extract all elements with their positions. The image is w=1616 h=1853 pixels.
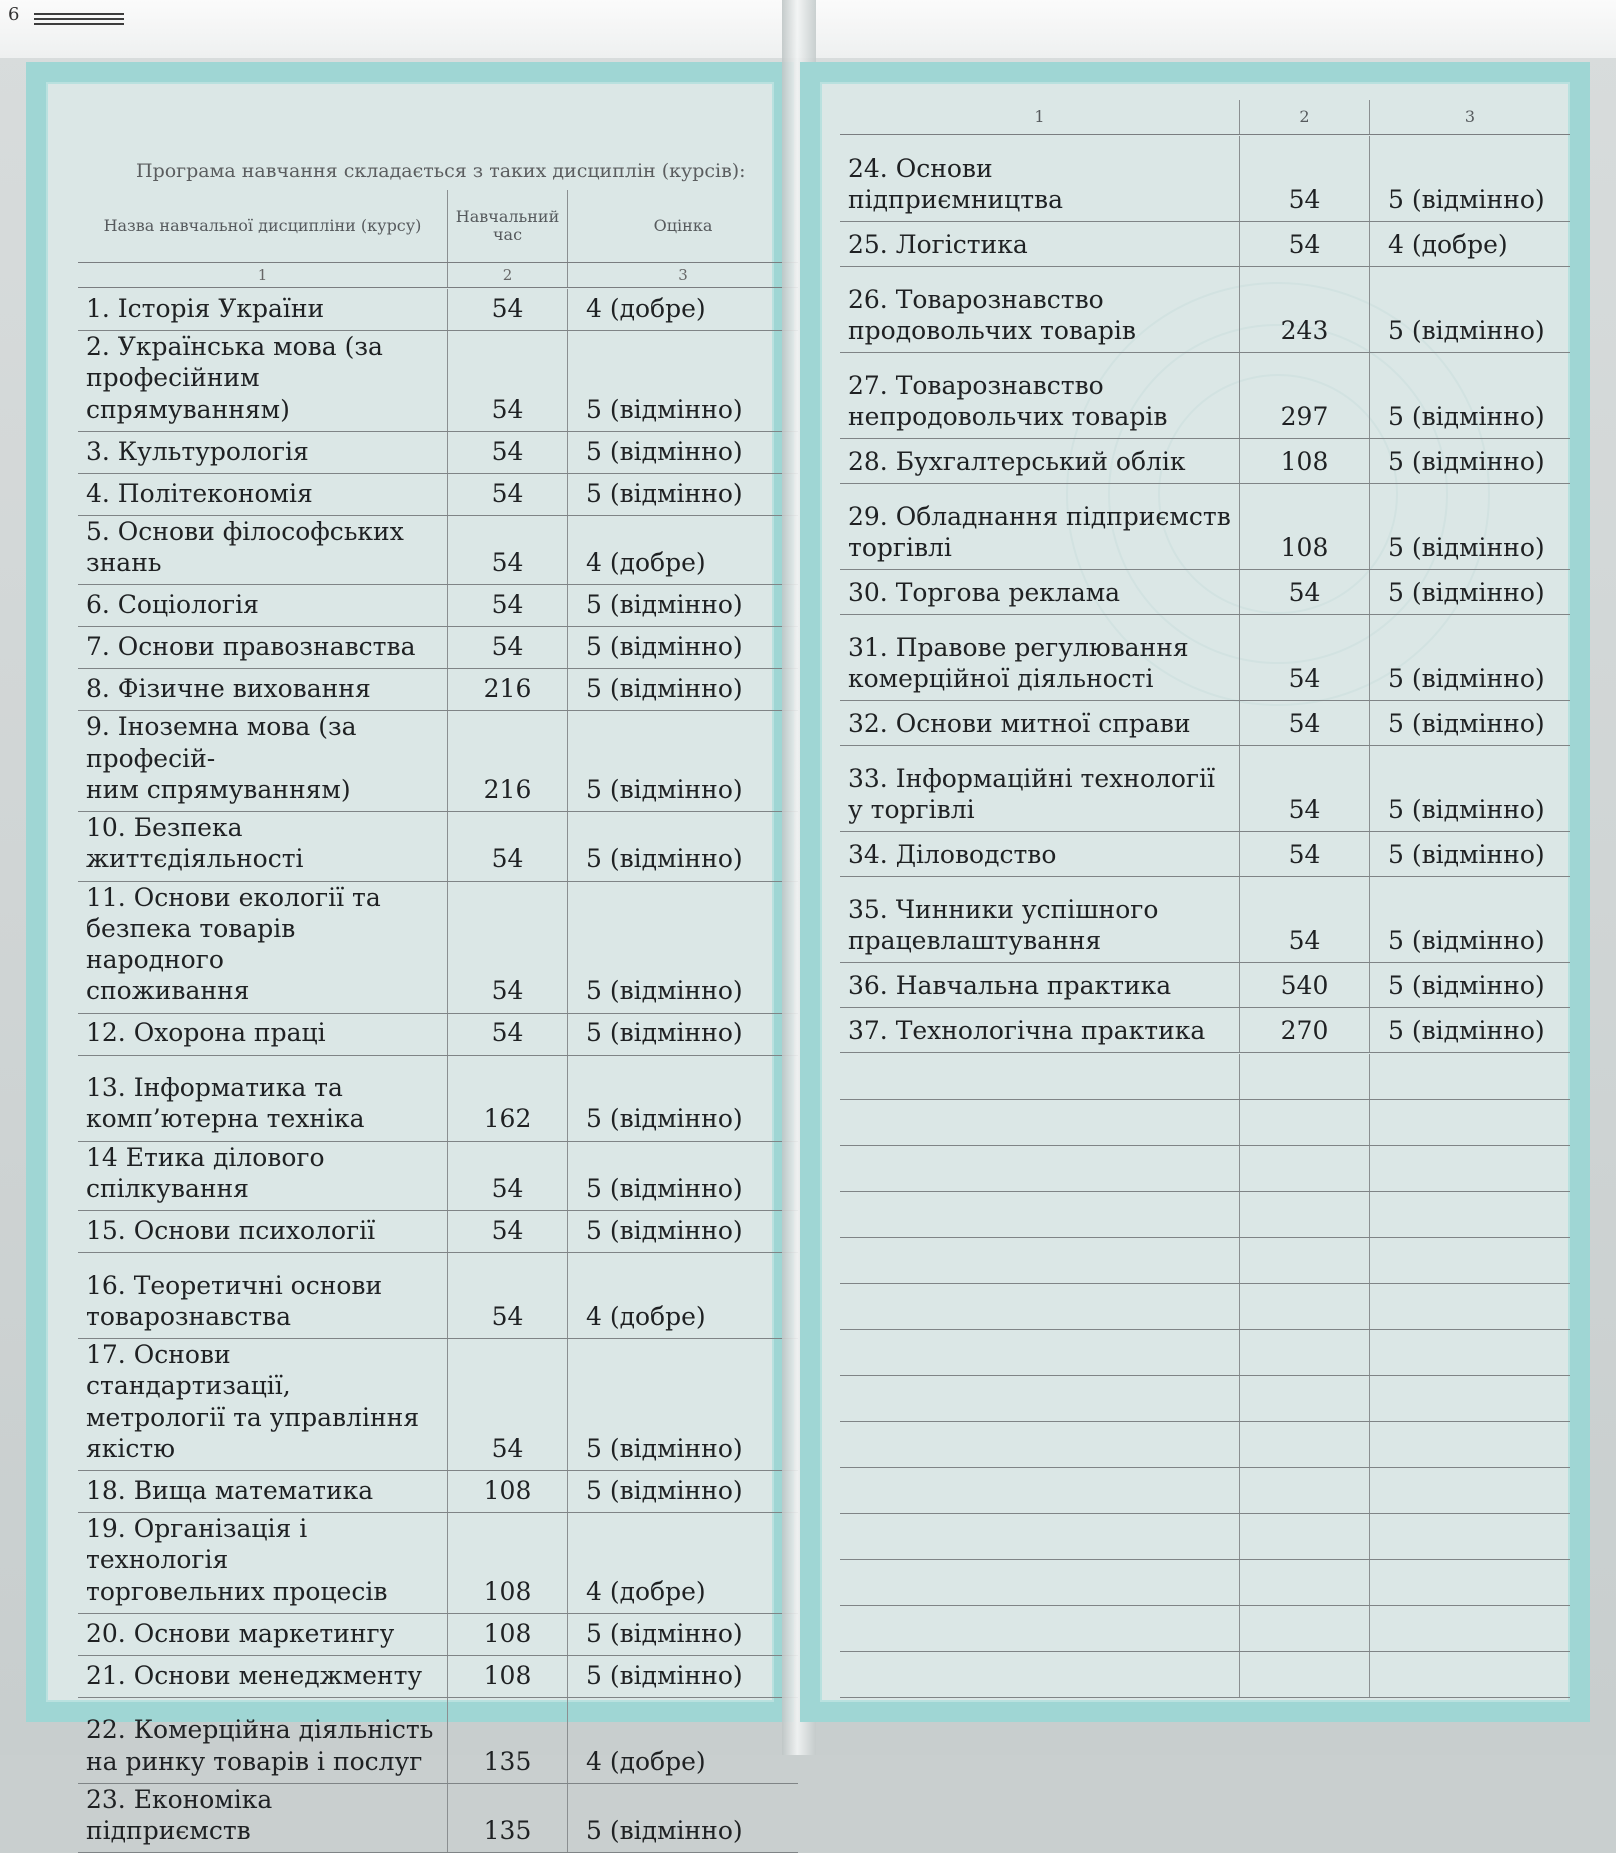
table-row bbox=[78, 289, 798, 331]
course-name: 21. Основи менеджменту bbox=[78, 1656, 448, 1697]
table-row bbox=[78, 1656, 798, 1698]
blank-cell bbox=[1240, 1054, 1370, 1099]
corner-line bbox=[34, 18, 124, 20]
course-grade: 5 (відмінно) bbox=[586, 1018, 743, 1048]
blank-row bbox=[840, 1468, 1570, 1514]
table-row bbox=[78, 585, 798, 627]
left-course-table bbox=[78, 190, 798, 1853]
table-row bbox=[78, 812, 798, 882]
course-name: 36. Навчальна практика bbox=[840, 963, 1240, 1007]
column-number-2: 2 bbox=[448, 263, 568, 287]
course-name: 23. Економіка підприємств bbox=[78, 1784, 448, 1853]
course-name: 6. Соціологія bbox=[78, 585, 448, 626]
blank-cell bbox=[1240, 1100, 1370, 1145]
table-row bbox=[78, 1339, 798, 1471]
table-row bbox=[840, 832, 1570, 877]
course-grade: 5 (відмінно) bbox=[586, 1173, 743, 1203]
course-grade: 5 (відмінно) bbox=[586, 1660, 743, 1690]
blank-cell bbox=[1370, 1192, 1570, 1237]
course-grade: 5 (відмінно) bbox=[1388, 794, 1545, 824]
blank-row bbox=[840, 1238, 1570, 1284]
table-row bbox=[78, 1471, 798, 1513]
blank-cell bbox=[1240, 1192, 1370, 1237]
blank-row bbox=[840, 1192, 1570, 1238]
blank-row bbox=[840, 1284, 1570, 1330]
course-grade: 5 (відмінно) bbox=[586, 844, 743, 874]
table-row bbox=[840, 877, 1570, 963]
blank-cell bbox=[1370, 1330, 1570, 1375]
table-row bbox=[78, 1253, 798, 1339]
course-name: 1. Історія України bbox=[78, 289, 448, 330]
blank-cell bbox=[1240, 1468, 1370, 1513]
course-name: 17. Основи стандартизації, метрології та управління якістю bbox=[78, 1339, 448, 1470]
blank-cell bbox=[1370, 1284, 1570, 1329]
right-course-table bbox=[840, 100, 1570, 1698]
course-grade: 5 (відмінно) bbox=[586, 774, 743, 804]
table-row bbox=[840, 267, 1570, 353]
blank-row bbox=[840, 1146, 1570, 1192]
blank-row bbox=[840, 1514, 1570, 1560]
course-hours: 54 bbox=[448, 289, 568, 330]
blank-cell bbox=[1240, 1652, 1370, 1697]
course-hours: 54 bbox=[448, 1211, 568, 1252]
course-grade: 5 (відмінно) bbox=[586, 1618, 743, 1648]
blank-cell bbox=[840, 1560, 1240, 1605]
blank-cell bbox=[1370, 1146, 1570, 1191]
left-table-rows bbox=[78, 288, 798, 1853]
course-hours: 54 bbox=[1240, 570, 1370, 614]
table-row bbox=[840, 570, 1570, 615]
left-table-header bbox=[78, 190, 798, 263]
course-hours: 135 bbox=[448, 1698, 568, 1783]
course-hours: 108 bbox=[448, 1614, 568, 1655]
blank-cell bbox=[1240, 1238, 1370, 1283]
course-name: 28. Бухгалтерський облік bbox=[840, 439, 1240, 483]
table-row bbox=[78, 669, 798, 711]
course-hours: 54 bbox=[448, 474, 568, 515]
course-hours: 54 bbox=[448, 1014, 568, 1055]
course-grade: 4 (добре) bbox=[586, 1301, 706, 1331]
course-grade: 5 (відмінно) bbox=[586, 632, 743, 661]
course-name: 25. Логістика bbox=[840, 222, 1240, 266]
blank-cell bbox=[1370, 1468, 1570, 1513]
course-grade: 5 (відмінно) bbox=[586, 590, 743, 619]
course-hours: 540 bbox=[1240, 963, 1370, 1007]
blank-cell bbox=[1240, 1560, 1370, 1605]
course-hours: 54 bbox=[448, 585, 568, 626]
course-hours: 54 bbox=[448, 627, 568, 668]
table-row bbox=[840, 1008, 1570, 1053]
blank-cell bbox=[840, 1468, 1240, 1513]
course-hours: 54 bbox=[1240, 222, 1370, 266]
course-hours: 54 bbox=[1240, 832, 1370, 876]
course-grade: 5 (відмінно) bbox=[1388, 970, 1545, 1000]
corner-line bbox=[34, 13, 124, 15]
course-grade: 5 (відмінно) bbox=[586, 1475, 743, 1505]
blank-cell bbox=[1240, 1606, 1370, 1651]
table-row bbox=[78, 1014, 798, 1056]
table-row bbox=[78, 432, 798, 474]
course-name: 24. Основи підприємництва bbox=[840, 136, 1240, 221]
corner-lines bbox=[34, 10, 124, 34]
blank-cell bbox=[840, 1238, 1240, 1283]
course-name: 13. Інформатика та комп’ютерна техніка bbox=[78, 1056, 448, 1141]
name-column-header: Назва навчальної дисципліни (курсу) bbox=[78, 190, 448, 262]
course-name: 37. Технологічна практика bbox=[840, 1008, 1240, 1052]
right-table-header bbox=[840, 100, 1570, 135]
course-grade: 4 (добре) bbox=[586, 1746, 706, 1776]
blank-row bbox=[840, 1330, 1570, 1376]
course-hours: 54 bbox=[1240, 615, 1370, 700]
column-number-3: 3 bbox=[1464, 106, 1476, 126]
course-name: 14 Етика ділового спілкування bbox=[78, 1142, 448, 1211]
table-row bbox=[78, 711, 798, 812]
course-grade: 5 (відмінно) bbox=[1388, 1015, 1545, 1045]
course-name: 22. Комерційна діяльність на ринку товарів і послуг bbox=[78, 1698, 448, 1783]
course-name: 2. Українська мова (за професійним спрямуванням) bbox=[78, 331, 448, 431]
course-name: 3. Культурологія bbox=[78, 432, 448, 473]
course-name: 31. Правове регулювання комерційної діяльності bbox=[840, 615, 1240, 700]
course-grade: 5 (відмінно) bbox=[586, 436, 743, 466]
left-page bbox=[26, 62, 794, 1845]
course-hours: 243 bbox=[1240, 267, 1370, 352]
blank-cell bbox=[840, 1284, 1240, 1329]
course-hours: 54 bbox=[448, 812, 568, 881]
blank-row bbox=[840, 1606, 1570, 1652]
course-grade: 5 (відмінно) bbox=[586, 674, 743, 703]
course-hours: 270 bbox=[1240, 1008, 1370, 1052]
table-row bbox=[78, 331, 798, 432]
hours-column-header: Навчальний час bbox=[448, 190, 568, 262]
blank-row bbox=[840, 1652, 1570, 1698]
course-hours: 297 bbox=[1240, 353, 1370, 438]
course-hours: 54 bbox=[448, 432, 568, 473]
course-name: 8. Фізичне виховання bbox=[78, 669, 448, 710]
table-row bbox=[78, 1784, 798, 1853]
blank-row bbox=[840, 1560, 1570, 1606]
blank-cell bbox=[840, 1376, 1240, 1421]
course-name: 26. Товарознавство продовольчих товарів bbox=[840, 267, 1240, 352]
blank-cell bbox=[840, 1100, 1240, 1145]
table-row bbox=[840, 136, 1570, 222]
course-grade: 5 (відмінно) bbox=[1388, 839, 1545, 869]
course-hours: 108 bbox=[1240, 439, 1370, 483]
blank-row bbox=[840, 1054, 1570, 1100]
course-hours: 108 bbox=[448, 1471, 568, 1512]
blank-cell bbox=[840, 1192, 1240, 1237]
blank-cell bbox=[840, 1330, 1240, 1375]
course-grade: 5 (відмінно) bbox=[1388, 925, 1545, 955]
blank-cell bbox=[1370, 1100, 1570, 1145]
course-name: 7. Основи правознавства bbox=[78, 627, 448, 668]
column-number-3: 3 bbox=[678, 266, 688, 284]
course-hours: 54 bbox=[1240, 136, 1370, 221]
grade-column-header: Оцінка bbox=[653, 215, 713, 235]
column-number-1: 1 bbox=[840, 100, 1240, 134]
table-row bbox=[78, 1614, 798, 1656]
blank-cell bbox=[1370, 1376, 1570, 1421]
blank-cell bbox=[1240, 1146, 1370, 1191]
course-name: 12. Охорона праці bbox=[78, 1014, 448, 1055]
blank-row bbox=[840, 1422, 1570, 1468]
course-name: 35. Чинники успішного працевлаштування bbox=[840, 877, 1240, 962]
course-grade: 5 (відмінно) bbox=[1388, 708, 1545, 738]
table-row bbox=[840, 484, 1570, 570]
course-hours: 54 bbox=[1240, 877, 1370, 962]
blank-cell bbox=[840, 1422, 1240, 1467]
blank-cell bbox=[1240, 1422, 1370, 1467]
course-name: 5. Основи філософських знань bbox=[78, 516, 448, 585]
table-row bbox=[840, 701, 1570, 746]
course-grade: 4 (добре) bbox=[586, 548, 706, 577]
course-hours: 54 bbox=[448, 1339, 568, 1470]
blank-cell bbox=[1240, 1330, 1370, 1375]
table-row bbox=[78, 882, 798, 1014]
course-hours: 54 bbox=[448, 331, 568, 431]
table-row bbox=[840, 746, 1570, 832]
course-name: 10. Безпека життєдіяльності bbox=[78, 812, 448, 881]
course-grade: 5 (відмінно) bbox=[1388, 401, 1545, 431]
course-name: 32. Основи митної справи bbox=[840, 701, 1240, 745]
blank-cell bbox=[1370, 1514, 1570, 1559]
course-hours: 216 bbox=[448, 669, 568, 710]
blank-cell bbox=[1370, 1560, 1570, 1605]
course-grade: 5 (відмінно) bbox=[1388, 184, 1545, 214]
course-grade: 5 (відмінно) bbox=[1388, 532, 1545, 562]
table-row bbox=[78, 627, 798, 669]
blank-cell bbox=[1370, 1054, 1570, 1099]
course-name: 19. Організація і технологія торговельних процесів bbox=[78, 1513, 448, 1613]
course-grade: 4 (добре) bbox=[586, 1576, 706, 1606]
course-grade: 5 (відмінно) bbox=[586, 1433, 743, 1463]
blank-cell bbox=[840, 1054, 1240, 1099]
table-row bbox=[840, 353, 1570, 439]
blank-table-rows bbox=[840, 1053, 1570, 1698]
course-name: 30. Торгова реклама bbox=[840, 570, 1240, 614]
course-hours: 216 bbox=[448, 711, 568, 811]
course-hours: 108 bbox=[448, 1656, 568, 1697]
blank-cell bbox=[1370, 1422, 1570, 1467]
right-table-rows bbox=[840, 135, 1570, 1053]
table-row bbox=[78, 1698, 798, 1784]
blank-row bbox=[840, 1100, 1570, 1146]
course-name: 33. Інформаційні технології у торгівлі bbox=[840, 746, 1240, 831]
course-hours: 54 bbox=[448, 1253, 568, 1338]
course-grade: 5 (відмінно) bbox=[1388, 577, 1545, 607]
blank-cell bbox=[1240, 1514, 1370, 1559]
blank-cell bbox=[840, 1652, 1240, 1697]
table-row bbox=[78, 1211, 798, 1253]
course-grade: 5 (відмінно) bbox=[586, 1816, 743, 1845]
course-name: 20. Основи маркетингу bbox=[78, 1614, 448, 1655]
right-page bbox=[800, 62, 1590, 1722]
column-number-1: 1 bbox=[78, 263, 448, 287]
course-hours: 54 bbox=[448, 516, 568, 585]
table-row bbox=[840, 615, 1570, 701]
course-grade: 5 (відмінно) bbox=[586, 976, 743, 1006]
corner-line bbox=[34, 23, 124, 25]
table-row bbox=[840, 222, 1570, 267]
table-row bbox=[840, 439, 1570, 484]
course-grade: 4 (добре) bbox=[586, 293, 706, 323]
table-row bbox=[78, 1513, 798, 1614]
table-row bbox=[78, 1056, 798, 1142]
table-row bbox=[78, 474, 798, 516]
course-hours: 108 bbox=[1240, 484, 1370, 569]
course-name: 16. Теоретичні основи товарознавства bbox=[78, 1253, 448, 1338]
left-column-numbers bbox=[78, 263, 798, 288]
table-row bbox=[840, 963, 1570, 1008]
blank-row bbox=[840, 1376, 1570, 1422]
blank-cell bbox=[840, 1146, 1240, 1191]
blank-cell bbox=[1370, 1652, 1570, 1697]
blank-cell bbox=[840, 1606, 1240, 1651]
course-grade: 5 (відмінно) bbox=[1388, 663, 1545, 693]
course-hours: 135 bbox=[448, 1784, 568, 1853]
course-name: 29. Обладнання підприємств торгівлі bbox=[840, 484, 1240, 569]
course-hours: 54 bbox=[448, 1142, 568, 1211]
course-hours: 54 bbox=[1240, 701, 1370, 745]
blank-cell bbox=[1240, 1284, 1370, 1329]
course-grade: 5 (відмінно) bbox=[1388, 315, 1545, 345]
program-intro: Програма навчання складається з таких дисциплін (курсів): bbox=[136, 160, 746, 182]
blank-cell bbox=[1370, 1238, 1570, 1283]
blank-cell bbox=[840, 1514, 1240, 1559]
course-hours: 54 bbox=[1240, 746, 1370, 831]
course-name: 4. Політекономія bbox=[78, 474, 448, 515]
table-row bbox=[78, 516, 798, 586]
course-name: 34. Діловодство bbox=[840, 832, 1240, 876]
course-hours: 54 bbox=[448, 882, 568, 1013]
course-grade: 5 (відмінно) bbox=[586, 1104, 743, 1134]
course-hours: 108 bbox=[448, 1513, 568, 1613]
course-name: 27. Товарознавство непродовольчих товарів bbox=[840, 353, 1240, 438]
course-grade: 4 (добре) bbox=[1388, 229, 1508, 259]
page-corner-number: 6 bbox=[8, 4, 20, 25]
course-grade: 5 (відмінно) bbox=[1388, 446, 1545, 476]
course-hours: 162 bbox=[448, 1056, 568, 1141]
column-number-2: 2 bbox=[1240, 100, 1370, 134]
course-grade: 5 (відмінно) bbox=[586, 394, 743, 424]
blank-cell bbox=[1240, 1376, 1370, 1421]
table-row bbox=[78, 1142, 798, 1212]
course-name: 9. Іноземна мова (за професій- ним спрямуванням) bbox=[78, 711, 448, 811]
course-name: 15. Основи психології bbox=[78, 1211, 448, 1252]
course-grade: 5 (відмінно) bbox=[586, 478, 743, 508]
course-grade: 5 (відмінно) bbox=[586, 1215, 743, 1245]
blank-cell bbox=[1370, 1606, 1570, 1651]
course-name: 11. Основи екології та безпека товарів народного споживання bbox=[78, 882, 448, 1013]
course-name: 18. Вища математика bbox=[78, 1471, 448, 1512]
